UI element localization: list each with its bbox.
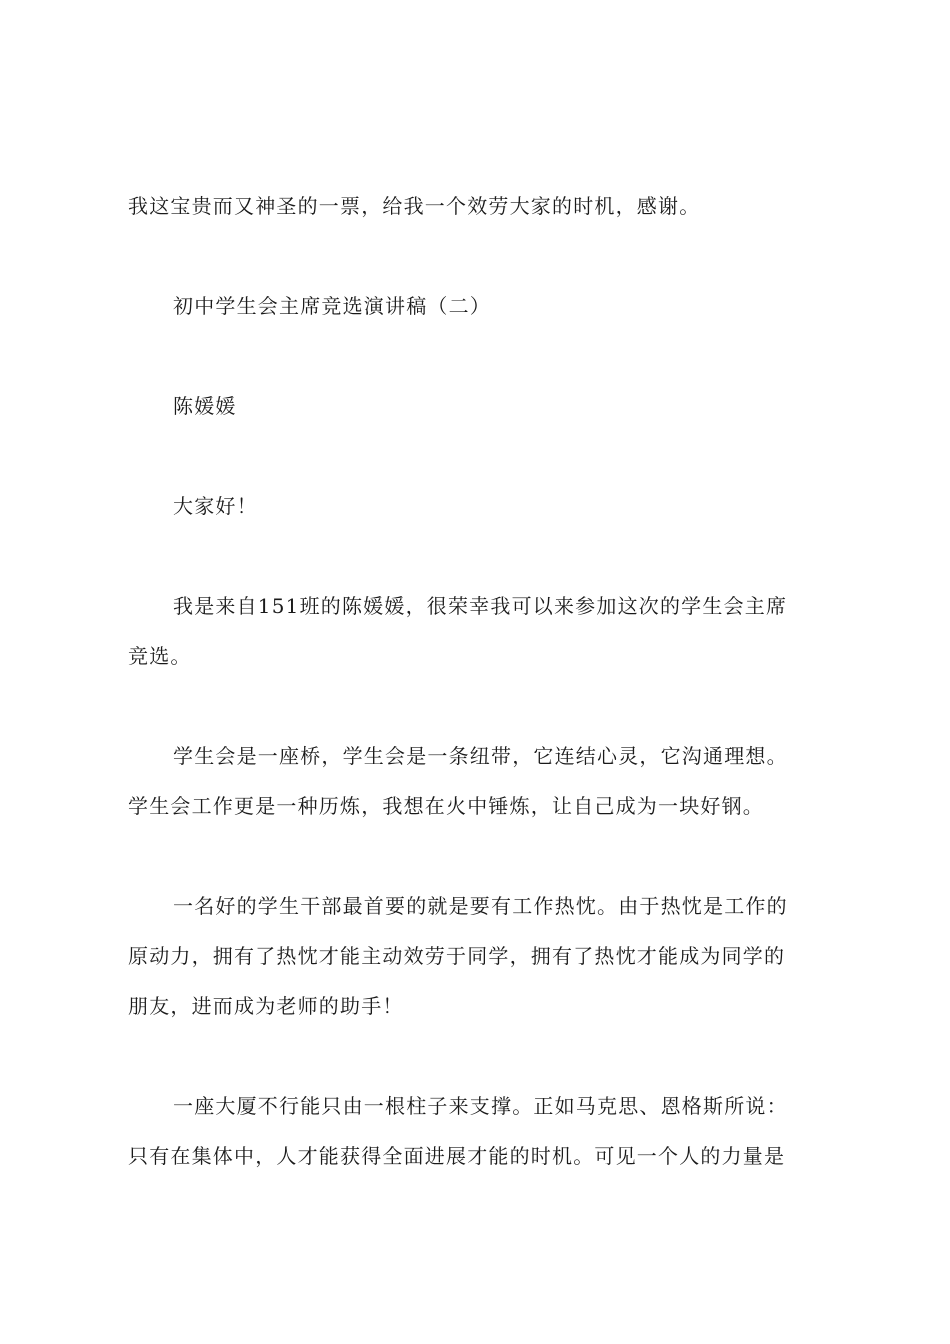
text-line: 我这宝贵而又神圣的一票，给我一个效劳大家的时机，感谢。 xyxy=(128,194,701,218)
text-line: 原动力，拥有了热忱才能主动效劳于同学，拥有了热忱才能成为同学的 xyxy=(128,944,786,968)
greeting: 大家好！ xyxy=(173,494,258,518)
text-line: 只有在集体中，人才能获得全面进展才能的时机。可见一个人的力量是 xyxy=(128,1144,786,1168)
text-line: 朋友，进而成为老师的助手！ xyxy=(128,994,404,1018)
text-line: 学生会工作更是一种历炼，我想在火中锤炼，让自己成为一块好钢。 xyxy=(128,794,764,818)
text-line: 学生会是一座桥，学生会是一条纽带，它连结心灵，它沟通理想。 xyxy=(173,744,788,768)
author-name: 陈媛媛 xyxy=(173,394,237,418)
text-line: 我是来自151班的陈媛媛，很荣幸我可以来参加这次的学生会主席 xyxy=(173,594,788,618)
text-line: 一座大厦不行能只由一根柱子来支撑。正如马克思、恩格斯所说： xyxy=(173,1094,788,1118)
text-line: 竞选。 xyxy=(128,644,192,668)
section-title: 初中学生会主席竞选演讲稿（二） xyxy=(173,294,491,318)
text-line: 一名好的学生干部最首要的就是要有工作热忱。由于热忱是工作的 xyxy=(173,894,788,918)
